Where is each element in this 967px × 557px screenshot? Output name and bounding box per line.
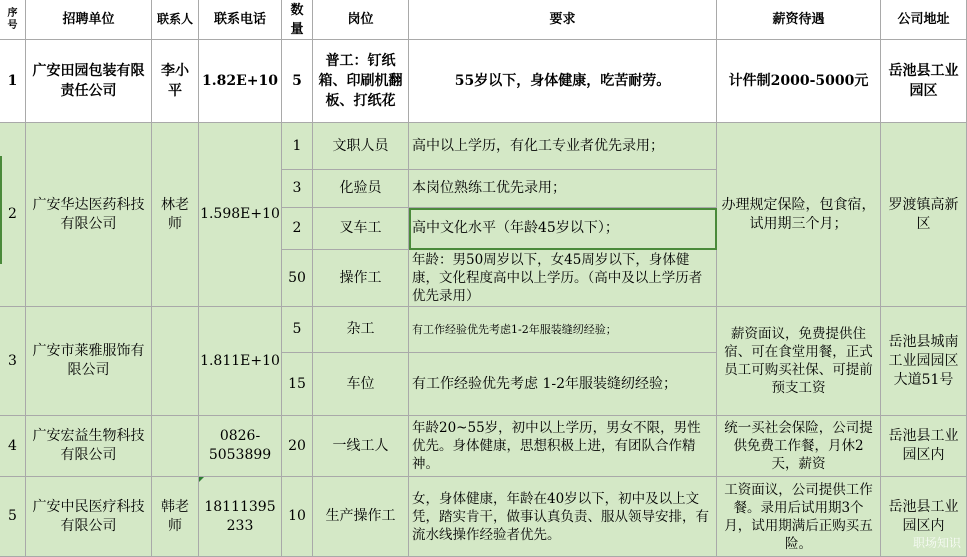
header-requirement: 要求 xyxy=(409,0,717,40)
table-cell-address[interactable]: 罗渡镇高新区 xyxy=(881,123,967,307)
table-cell-count[interactable]: 50 xyxy=(282,250,313,307)
table-cell-phone[interactable]: 1.811E+10 xyxy=(199,307,282,416)
table-cell-position[interactable]: 操作工 xyxy=(313,250,409,307)
table-cell-count[interactable]: 1 xyxy=(282,123,313,170)
table-cell-contact[interactable]: 韩老师 xyxy=(152,477,199,557)
header-company: 招聘单位 xyxy=(26,0,152,40)
table-cell-salary[interactable]: 薪资面议，免费提供住宿、可在食堂用餐，正式员工可购买社保、可提前预支工资 xyxy=(717,307,881,416)
table-cell-seq[interactable]: 2 xyxy=(0,123,26,307)
table-cell-company[interactable]: 广安田园包装有限责任公司 xyxy=(26,40,152,123)
table-cell-requirement[interactable]: 高中以上学历，有化工专业者优先录用； xyxy=(409,123,717,170)
table-cell-contact[interactable]: 李小平 xyxy=(152,40,199,123)
selected-cell-requirement[interactable]: 高中文化水平（年龄45岁以下）； xyxy=(409,208,717,250)
table-cell-position[interactable]: 一线工人 xyxy=(313,416,409,477)
watermark: 职场知识 xyxy=(912,536,961,550)
header-contact: 联系人 xyxy=(152,0,199,40)
table-cell-company[interactable]: 广安市莱雅服饰有限公司 xyxy=(26,307,152,416)
table-cell-requirement[interactable]: 有工作经验优先考虑 1-2年服装缝纫经验； xyxy=(409,353,717,416)
table-cell-requirement[interactable]: 年龄20~55岁，初中以上学历，男女不限，男性优先。身体健康，思想积极上进，有团队合作精神。 xyxy=(409,416,717,477)
table-cell-count[interactable]: 2 xyxy=(282,208,313,250)
table-cell-company[interactable]: 广安华达医药科技有限公司 xyxy=(26,123,152,307)
header-seq: 序号 xyxy=(0,0,26,40)
row-selection-marker xyxy=(0,156,2,264)
table-cell-company[interactable]: 广安宏益生物科技有限公司 xyxy=(26,416,152,477)
table-cell-address[interactable]: 岳池县城南工业园园区大道51号 xyxy=(881,307,967,416)
table-cell-phone[interactable]: 1.82E+10 xyxy=(199,40,282,123)
header-salary: 薪资待遇 xyxy=(717,0,881,40)
table-cell-requirement[interactable]: 有工作经验优先考虑1-2年服装缝纫经验； xyxy=(409,307,717,353)
table-cell-phone[interactable]: 1.598E+10 xyxy=(199,123,282,307)
table-cell-salary[interactable]: 统一买社会保险，公司提供免费工作餐，月休2天，薪资 xyxy=(717,416,881,477)
table-cell-company[interactable]: 广安中民医疗科技有限公司 xyxy=(26,477,152,557)
table-cell-salary[interactable]: 计件制2000-5000元 xyxy=(717,40,881,123)
table-cell-count[interactable]: 5 xyxy=(282,40,313,123)
table-cell-position[interactable]: 叉车工 xyxy=(313,208,409,250)
table-cell-position[interactable]: 杂工 xyxy=(313,307,409,353)
table-cell-seq[interactable]: 4 xyxy=(0,416,26,477)
header-address: 公司地址 xyxy=(881,0,967,40)
table-cell-count[interactable]: 5 xyxy=(282,307,313,353)
comment-indicator-icon xyxy=(199,477,204,482)
table-cell-position[interactable]: 车位 xyxy=(313,353,409,416)
table-cell-requirement[interactable]: 本岗位熟练工优先录用； xyxy=(409,170,717,208)
table-cell-address[interactable]: 岳池县工业园区内 xyxy=(881,477,967,557)
table-cell-requirement[interactable]: 55岁以下，身体健康，吃苦耐劳。 xyxy=(409,40,717,123)
table-cell-seq[interactable]: 3 xyxy=(0,307,26,416)
table-cell-contact[interactable]: 林老师 xyxy=(152,123,199,307)
table-cell-position[interactable]: 文职人员 xyxy=(313,123,409,170)
table-cell-position[interactable]: 生产操作工 xyxy=(313,477,409,557)
table-cell-address[interactable]: 岳池县工业园区内 xyxy=(881,416,967,477)
table-cell-requirement[interactable]: 女，身体健康，年龄在40岁以下，初中及以上文凭，踏实肯干，做事认真负责、服从领导安排，有流水线操作经验者优先。 xyxy=(409,477,717,557)
table-cell-seq[interactable]: 1 xyxy=(0,40,26,123)
header-position: 岗位 xyxy=(313,0,409,40)
header-phone: 联系电话 xyxy=(199,0,282,40)
table-cell-seq[interactable]: 5 xyxy=(0,477,26,557)
table-cell-position[interactable]: 化验员 xyxy=(313,170,409,208)
table-cell-phone[interactable]: 18111395233 xyxy=(199,477,282,557)
header-count: 数量 xyxy=(282,0,313,40)
table-cell-position[interactable]: 普工：钉纸箱、印刷机翻板、打纸花 xyxy=(313,40,409,123)
table-cell-salary[interactable]: 办理规定保险，包食宿，试用期三个月； xyxy=(717,123,881,307)
table-cell-phone[interactable]: 0826-5053899 xyxy=(199,416,282,477)
table-cell-count[interactable]: 20 xyxy=(282,416,313,477)
table-cell-contact[interactable] xyxy=(152,307,199,416)
table-cell-requirement[interactable]: 年龄：男50周岁以下，女45周岁以下，身体健康，文化程度高中以上学历。（高中及以上学历者优先录用） xyxy=(409,250,717,307)
table-cell-address[interactable]: 岳池县工业园区 xyxy=(881,40,967,123)
table-cell-count[interactable]: 10 xyxy=(282,477,313,557)
table-cell-contact[interactable] xyxy=(152,416,199,477)
table-cell-count[interactable]: 15 xyxy=(282,353,313,416)
table-cell-salary[interactable]: 工资面议，公司提供工作餐。录用后试用期3个月，试用期满后正购买五险。 xyxy=(717,477,881,557)
table-cell-count[interactable]: 3 xyxy=(282,170,313,208)
